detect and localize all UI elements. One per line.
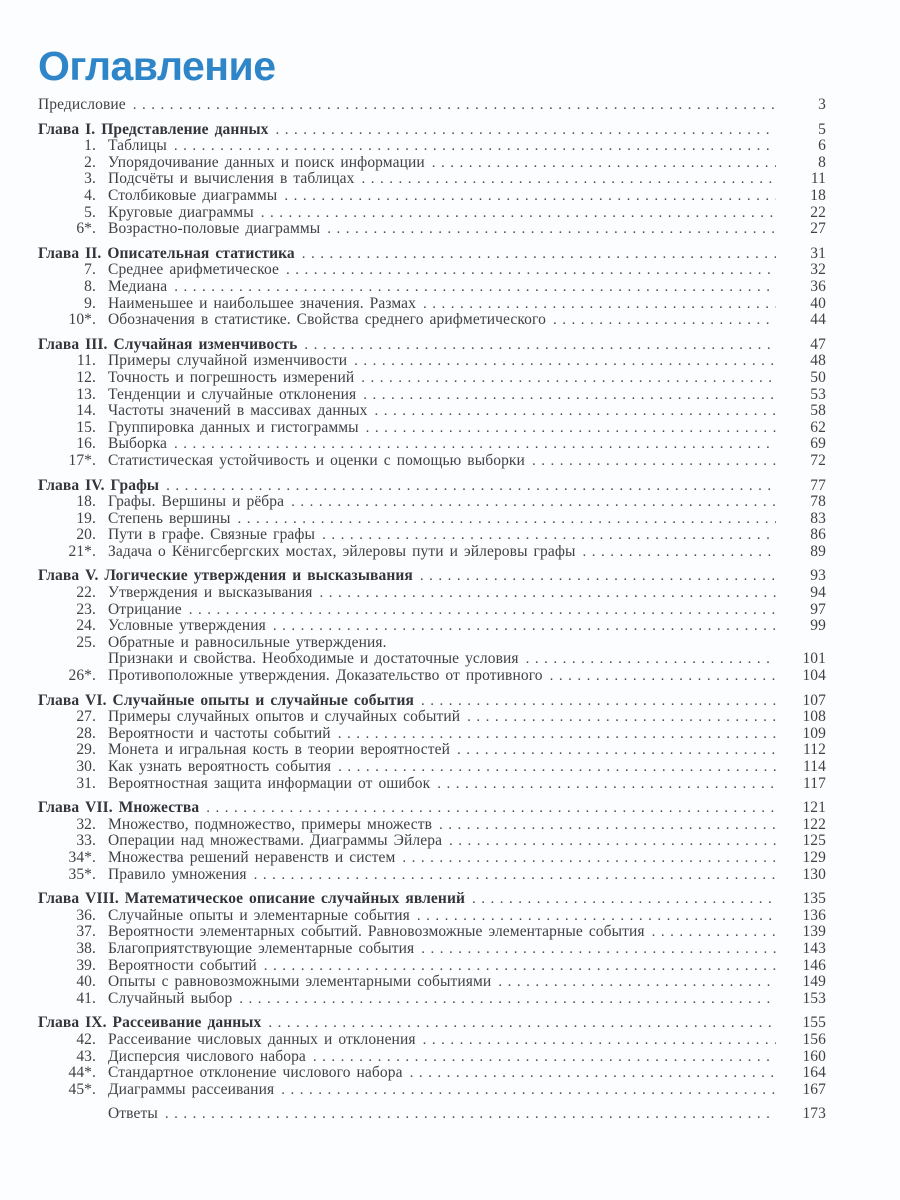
toc-row bbox=[38, 742, 826, 759]
toc-row bbox=[38, 171, 826, 188]
toc-entry-label: Монета и игральная кость в теории вероятностей bbox=[108, 741, 450, 759]
toc-entry-number: 37. bbox=[76, 923, 96, 941]
toc-entry-label: Возрастно-половые диаграммы bbox=[108, 220, 321, 238]
toc-entry-label: Примеры случайных опытов и случайных событий bbox=[108, 708, 461, 726]
toc-entry-page: 94 bbox=[810, 584, 826, 602]
toc-entry-page: 160 bbox=[802, 1047, 826, 1065]
toc-row bbox=[38, 1082, 826, 1099]
toc-entry-page: 40 bbox=[810, 294, 826, 312]
toc-entry-number: 35*. bbox=[68, 865, 96, 883]
toc-entry-number: 24. bbox=[76, 617, 96, 635]
dot-leader bbox=[291, 494, 776, 511]
toc-entry-page: 97 bbox=[810, 600, 826, 618]
toc-entry-page: 22 bbox=[810, 203, 826, 221]
toc-entry-number: 43. bbox=[76, 1047, 96, 1065]
toc-entry-number: 2. bbox=[84, 153, 96, 171]
toc-entry-page: 125 bbox=[802, 832, 826, 850]
dot-leader bbox=[532, 453, 776, 470]
toc-chapter-row bbox=[38, 246, 826, 263]
toc-list bbox=[38, 97, 826, 1123]
toc-row bbox=[38, 453, 826, 470]
toc-row bbox=[38, 205, 826, 222]
toc-row bbox=[38, 668, 826, 685]
toc-entry-number: 19. bbox=[76, 509, 96, 527]
toc-chapter-row bbox=[38, 800, 826, 817]
dot-leader bbox=[457, 742, 776, 759]
toc-entry-label: Обозначения в статистике. Свойства среднего арифметического bbox=[108, 311, 546, 329]
toc-row bbox=[38, 759, 826, 776]
toc-entry-label: Благоприятствующие элементарные события bbox=[108, 939, 415, 957]
toc-row bbox=[38, 833, 826, 850]
toc-entry-label: Наименьшее и наибольшее значения. Размах bbox=[108, 294, 416, 312]
toc-entry-label: Условные утверждения bbox=[108, 617, 266, 635]
toc-entry-page: 83 bbox=[810, 509, 826, 527]
toc-row bbox=[38, 1106, 826, 1123]
toc-entry-label: Вероятности элементарных событий. Равновозможные элементарные события bbox=[108, 923, 645, 941]
dot-leader bbox=[268, 1015, 776, 1032]
toc-entry-label: Множество, подмножество, примеры множеств bbox=[108, 815, 433, 833]
toc-row bbox=[38, 97, 826, 114]
dot-leader bbox=[526, 651, 776, 668]
toc-entry-label: Глава VIII. Математическое описание случайных явлений bbox=[38, 890, 466, 908]
toc-entry-label: Глава II. Описательная статистика bbox=[38, 244, 295, 262]
toc-entry-page: 3 bbox=[818, 96, 826, 114]
toc-row bbox=[38, 974, 826, 991]
dot-leader bbox=[472, 891, 776, 908]
toc-entry-label: Рассеивание числовых данных и отклонения bbox=[108, 1030, 416, 1048]
toc-row bbox=[38, 312, 826, 329]
toc-entry-number: 4. bbox=[84, 187, 96, 205]
toc-entry-number: 30. bbox=[76, 758, 96, 776]
toc-row bbox=[38, 709, 826, 726]
toc-entry-number: 6*. bbox=[76, 220, 96, 238]
toc-entry-page: 72 bbox=[810, 451, 826, 469]
toc-chapter-row bbox=[38, 478, 826, 495]
toc-entry-number: 7. bbox=[84, 261, 96, 279]
toc-entry-page: 114 bbox=[803, 758, 826, 776]
toc-entry-page: 167 bbox=[802, 1080, 826, 1098]
toc-entry-number: 18. bbox=[76, 493, 96, 511]
dot-leader bbox=[467, 709, 776, 726]
toc-chapter-row bbox=[38, 568, 826, 585]
toc-entry-page: 78 bbox=[810, 493, 826, 511]
toc-entry-label: Операции над множествами. Диаграммы Эйлера bbox=[108, 832, 443, 850]
toc-entry-label: Признаки и свойства. Необходимые и достаточные условия bbox=[108, 650, 519, 668]
toc-entry-page: 164 bbox=[802, 1064, 826, 1082]
toc-entry-number: 3. bbox=[84, 170, 96, 188]
toc-entry-number: 33. bbox=[76, 832, 96, 850]
toc-row bbox=[38, 279, 826, 296]
dot-leader bbox=[238, 511, 777, 528]
toc-entry-number: 40. bbox=[76, 973, 96, 991]
toc-entry-page: 5 bbox=[818, 120, 826, 138]
toc-entry-label: Глава I. Представление данных bbox=[38, 120, 269, 138]
toc-entry-label: Предисловие bbox=[38, 96, 126, 114]
toc-entry-number: 1. bbox=[84, 137, 96, 155]
toc-entry-label: Правило умножения bbox=[108, 865, 247, 883]
toc-entry-label: Глава V. Логические утверждения и высказывания bbox=[38, 567, 413, 585]
toc-entry-number: 26*. bbox=[68, 667, 96, 685]
dot-leader bbox=[402, 850, 776, 867]
dot-leader bbox=[206, 800, 776, 817]
toc-chapter-row bbox=[38, 122, 826, 139]
toc-entry-label: Ответы bbox=[108, 1105, 158, 1123]
toc-entry-label: Случайный выбор bbox=[108, 989, 233, 1007]
toc-entry-page: 156 bbox=[802, 1030, 826, 1048]
dot-leader bbox=[174, 279, 776, 296]
dot-leader bbox=[166, 478, 776, 495]
toc-entry-page: 93 bbox=[810, 567, 826, 585]
toc-entry-page: 69 bbox=[810, 435, 826, 453]
dot-leader bbox=[273, 618, 776, 635]
toc-entry-page: 31 bbox=[810, 244, 826, 262]
toc-entry-number: 41. bbox=[76, 989, 96, 1007]
toc-row bbox=[38, 262, 826, 279]
toc-entry-number: 11. bbox=[76, 352, 96, 370]
toc-entry-number: 17*. bbox=[68, 451, 96, 469]
toc-row bbox=[38, 353, 826, 370]
dot-leader bbox=[174, 436, 776, 453]
toc-entry-page: 47 bbox=[810, 335, 826, 353]
toc-row bbox=[38, 941, 826, 958]
toc-entry-number: 44*. bbox=[68, 1064, 96, 1082]
dot-leader bbox=[652, 924, 776, 941]
dot-leader bbox=[423, 296, 776, 313]
toc-entry-label: Глава VI. Случайные опыты и случайные события bbox=[38, 691, 415, 709]
toc-row bbox=[38, 585, 826, 602]
toc-entry-page: 11 bbox=[810, 170, 826, 188]
toc-entry-label: Среднее арифметическое bbox=[108, 261, 280, 279]
toc-entry-page: 109 bbox=[802, 724, 826, 742]
toc-row bbox=[38, 403, 826, 420]
toc-chapter-row bbox=[38, 891, 826, 908]
dot-leader bbox=[553, 312, 776, 329]
toc-entry-page: 77 bbox=[810, 476, 826, 494]
toc-entry-page: 18 bbox=[810, 187, 826, 205]
toc-entry-page: 62 bbox=[810, 418, 826, 436]
toc-entry-page: 117 bbox=[803, 774, 826, 792]
dot-leader bbox=[375, 403, 777, 420]
toc-entry-label: Статистическая устойчивость и оценки с помощью выборки bbox=[108, 451, 525, 469]
toc-entry-label: Противоположные утверждения. Доказательство от противного bbox=[108, 667, 543, 685]
toc-entry-label: Глава III. Случайная изменчивость bbox=[38, 335, 298, 353]
toc-row bbox=[38, 867, 826, 884]
toc-entry-label: Группировка данных и гистограммы bbox=[108, 418, 359, 436]
toc-entry-number: 32. bbox=[76, 815, 96, 833]
toc-row bbox=[38, 602, 826, 619]
toc-entry-label: Случайные опыты и элементарные события bbox=[108, 906, 410, 924]
toc-entry-number: 31. bbox=[76, 774, 96, 792]
dot-leader bbox=[319, 585, 776, 602]
toc-entry-page: 89 bbox=[810, 542, 826, 560]
toc-entry-label: Пути в графе. Связные графы bbox=[108, 526, 316, 544]
toc-entry-page: 6 bbox=[818, 137, 826, 155]
toc-entry-label: Дисперсия числового набора bbox=[108, 1047, 306, 1065]
toc-row bbox=[38, 138, 826, 155]
dot-leader bbox=[284, 188, 776, 205]
toc-entry-label: Точность и погрешность измерений bbox=[108, 368, 355, 386]
toc-row bbox=[38, 776, 826, 793]
toc-entry-label: Множества решений неравенств и систем bbox=[108, 848, 396, 866]
toc-entry-page: 139 bbox=[802, 923, 826, 941]
dot-leader bbox=[417, 908, 776, 925]
dot-leader bbox=[174, 138, 776, 155]
dot-leader bbox=[432, 155, 776, 172]
dot-leader bbox=[550, 668, 776, 685]
toc-entry-label: Утверждения и высказывания bbox=[108, 584, 313, 602]
toc-entry-number: 10*. bbox=[68, 311, 96, 329]
toc-entry-page: 36 bbox=[810, 277, 826, 295]
dot-leader bbox=[423, 1032, 776, 1049]
toc-entry-number: 20. bbox=[76, 526, 96, 544]
toc-row bbox=[38, 726, 826, 743]
dot-leader bbox=[313, 1049, 776, 1066]
toc-entry-label: Выборка bbox=[108, 435, 168, 453]
toc-entry-page: 58 bbox=[810, 402, 826, 420]
toc-entry-page: 121 bbox=[802, 799, 826, 817]
toc-entry-page: 129 bbox=[802, 848, 826, 866]
toc-entry-number: 23. bbox=[76, 600, 96, 618]
toc-entry-page: 32 bbox=[810, 261, 826, 279]
toc-entry-page: 108 bbox=[802, 708, 826, 726]
toc-entry-label: Упорядочивание данных и поиск информации bbox=[108, 153, 425, 171]
toc-row bbox=[38, 817, 826, 834]
toc-entry-number: 14. bbox=[76, 402, 96, 420]
toc-entry-page: 101 bbox=[802, 650, 826, 668]
toc-entry-number: 16. bbox=[76, 435, 96, 453]
toc-entry-label: Тенденции и случайные отклонения bbox=[108, 385, 357, 403]
toc-chapter-row bbox=[38, 1015, 826, 1032]
toc-entry-page: 146 bbox=[802, 956, 826, 974]
toc-entry-number: 39. bbox=[76, 956, 96, 974]
dot-leader bbox=[338, 759, 776, 776]
toc-entry-page: 53 bbox=[810, 385, 826, 403]
toc-entry-page: 99 bbox=[810, 617, 826, 635]
toc-entry-label: Частоты значений в массивах данных bbox=[108, 402, 368, 420]
toc-row bbox=[38, 387, 826, 404]
dot-leader bbox=[322, 527, 776, 544]
toc-entry-page: 143 bbox=[802, 939, 826, 957]
toc-entry-number: 28. bbox=[76, 724, 96, 742]
dot-leader bbox=[361, 171, 776, 188]
toc-entry-page: 136 bbox=[802, 906, 826, 924]
dot-leader bbox=[498, 974, 776, 991]
dot-leader bbox=[583, 544, 776, 561]
toc-chapter-row bbox=[38, 693, 826, 710]
toc-entry-number: 12. bbox=[76, 368, 96, 386]
toc-entry-label: Отрицание bbox=[108, 600, 182, 618]
toc-entry-label: Медиана bbox=[108, 277, 168, 295]
toc-entry-number: 27. bbox=[76, 708, 96, 726]
dot-leader bbox=[286, 262, 776, 279]
toc-entry-page: 135 bbox=[802, 890, 826, 908]
toc-entry-page: 122 bbox=[802, 815, 826, 833]
toc-row bbox=[38, 527, 826, 544]
toc-row bbox=[38, 908, 826, 925]
toc-entry-number: 15. bbox=[76, 418, 96, 436]
toc-entry-page: 173 bbox=[802, 1105, 826, 1123]
toc-entry-number: 8. bbox=[84, 277, 96, 295]
toc-entry-number: 29. bbox=[76, 741, 96, 759]
toc-row bbox=[38, 544, 826, 561]
toc-entry-label: Стандартное отклонение числового набора bbox=[108, 1064, 403, 1082]
toc-row bbox=[38, 1032, 826, 1049]
toc-entry-page: 44 bbox=[810, 311, 826, 329]
toc-entry-label: Опыты с равновозможными элементарными событиями bbox=[108, 973, 492, 991]
toc-entry-number: 38. bbox=[76, 939, 96, 957]
dot-leader bbox=[165, 1106, 776, 1123]
toc-entry-number: 36. bbox=[76, 906, 96, 924]
toc-entry-page: 130 bbox=[802, 865, 826, 883]
dot-leader bbox=[261, 205, 776, 222]
toc-entry-label: Глава IV. Графы bbox=[38, 476, 160, 494]
toc-entry-label: Как узнать вероятность события bbox=[108, 758, 332, 776]
toc-entry-label: Столбиковые диаграммы bbox=[108, 187, 278, 205]
dot-leader bbox=[254, 867, 776, 884]
toc-entry-page: 27 bbox=[810, 220, 826, 238]
dot-leader bbox=[366, 420, 776, 437]
toc-entry-page: 149 bbox=[802, 973, 826, 991]
toc-row bbox=[38, 494, 826, 511]
toc-entry-label: Задача о Кёнигсбергских мостах, эйлеровы пути и эйлеровы графы bbox=[108, 542, 576, 560]
toc-row bbox=[38, 958, 826, 975]
toc-entry-page: 8 bbox=[818, 153, 826, 171]
dot-leader bbox=[264, 958, 776, 975]
toc-row bbox=[38, 436, 826, 453]
toc-entry-page: 107 bbox=[802, 691, 826, 709]
toc-entry-page: 86 bbox=[810, 526, 826, 544]
toc-entry-page: 50 bbox=[810, 368, 826, 386]
dot-leader bbox=[239, 991, 776, 1008]
dot-leader bbox=[338, 726, 776, 743]
toc-entry-label: Диаграммы рассеивания bbox=[108, 1080, 275, 1098]
dot-leader bbox=[354, 353, 776, 370]
toc-entry-page: 48 bbox=[810, 352, 826, 370]
toc-entry-number: 42. bbox=[76, 1030, 96, 1048]
toc-entry-label: Глава VII. Множества bbox=[38, 799, 200, 817]
dot-leader bbox=[281, 1082, 776, 1099]
dot-leader bbox=[133, 97, 776, 114]
dot-leader bbox=[276, 122, 776, 139]
toc-row bbox=[38, 296, 826, 313]
toc-row bbox=[38, 924, 826, 941]
toc-entry-number: 5. bbox=[84, 203, 96, 221]
toc-entry-number: 34*. bbox=[68, 848, 96, 866]
dot-leader bbox=[304, 337, 776, 354]
toc-entry-page: 112 bbox=[803, 741, 826, 759]
toc-entry-label: Графы. Вершины и рёбра bbox=[108, 493, 285, 511]
toc-row bbox=[38, 618, 826, 635]
toc-row bbox=[38, 1065, 826, 1082]
toc-entry-label: Вероятности событий bbox=[108, 956, 257, 974]
toc-row bbox=[38, 511, 826, 528]
dot-leader bbox=[421, 693, 776, 710]
dot-leader bbox=[437, 776, 776, 793]
toc-entry-number: 9. bbox=[84, 294, 96, 312]
dot-leader bbox=[439, 817, 776, 834]
toc-entry-label: Вероятности и частоты событий bbox=[108, 724, 331, 742]
toc-row bbox=[38, 370, 826, 387]
toc-row bbox=[38, 651, 826, 668]
dot-leader bbox=[421, 941, 776, 958]
toc-row bbox=[38, 850, 826, 867]
dot-leader bbox=[361, 370, 776, 387]
toc-entry-page: 153 bbox=[802, 989, 826, 1007]
dot-leader bbox=[410, 1065, 776, 1082]
toc-entry-page: 104 bbox=[802, 667, 826, 685]
toc-entry-label: Степень вершины bbox=[108, 509, 231, 527]
page-title: Оглавление bbox=[38, 43, 276, 89]
toc-entry-number: 45*. bbox=[68, 1080, 96, 1098]
toc-entry-label: Вероятностная защита информации от ошибок bbox=[108, 774, 431, 792]
dot-leader bbox=[363, 387, 776, 404]
toc-entry-number: 21*. bbox=[68, 542, 96, 560]
toc-row bbox=[38, 221, 826, 238]
dot-leader bbox=[420, 568, 776, 585]
toc-entry-number: 22. bbox=[76, 584, 96, 602]
toc-row bbox=[38, 1049, 826, 1066]
toc-chapter-row bbox=[38, 337, 826, 354]
toc-entry-label: Круговые диаграммы bbox=[108, 203, 254, 221]
toc-row bbox=[38, 155, 826, 172]
dot-leader bbox=[302, 246, 776, 263]
toc-entry-number: 13. bbox=[76, 385, 96, 403]
toc-row bbox=[38, 991, 826, 1008]
toc-entry-label: Обратные и равносильные утверждения. bbox=[108, 633, 387, 651]
toc-entry-label: Примеры случайной изменчивости bbox=[108, 352, 348, 370]
dot-leader bbox=[189, 602, 776, 619]
dot-leader bbox=[449, 833, 776, 850]
toc-entry-label: Глава IX. Рассеивание данных bbox=[38, 1014, 262, 1032]
toc-entry-label: Таблицы bbox=[108, 137, 167, 155]
toc-entry-number: 25. bbox=[76, 633, 96, 651]
toc-row bbox=[38, 635, 826, 652]
toc-entry-label: Подсчёты и вычисления в таблицах bbox=[108, 170, 355, 188]
toc-row bbox=[38, 188, 826, 205]
toc-row bbox=[38, 420, 826, 437]
dot-leader bbox=[327, 221, 776, 238]
toc-entry-page: 155 bbox=[802, 1014, 826, 1032]
